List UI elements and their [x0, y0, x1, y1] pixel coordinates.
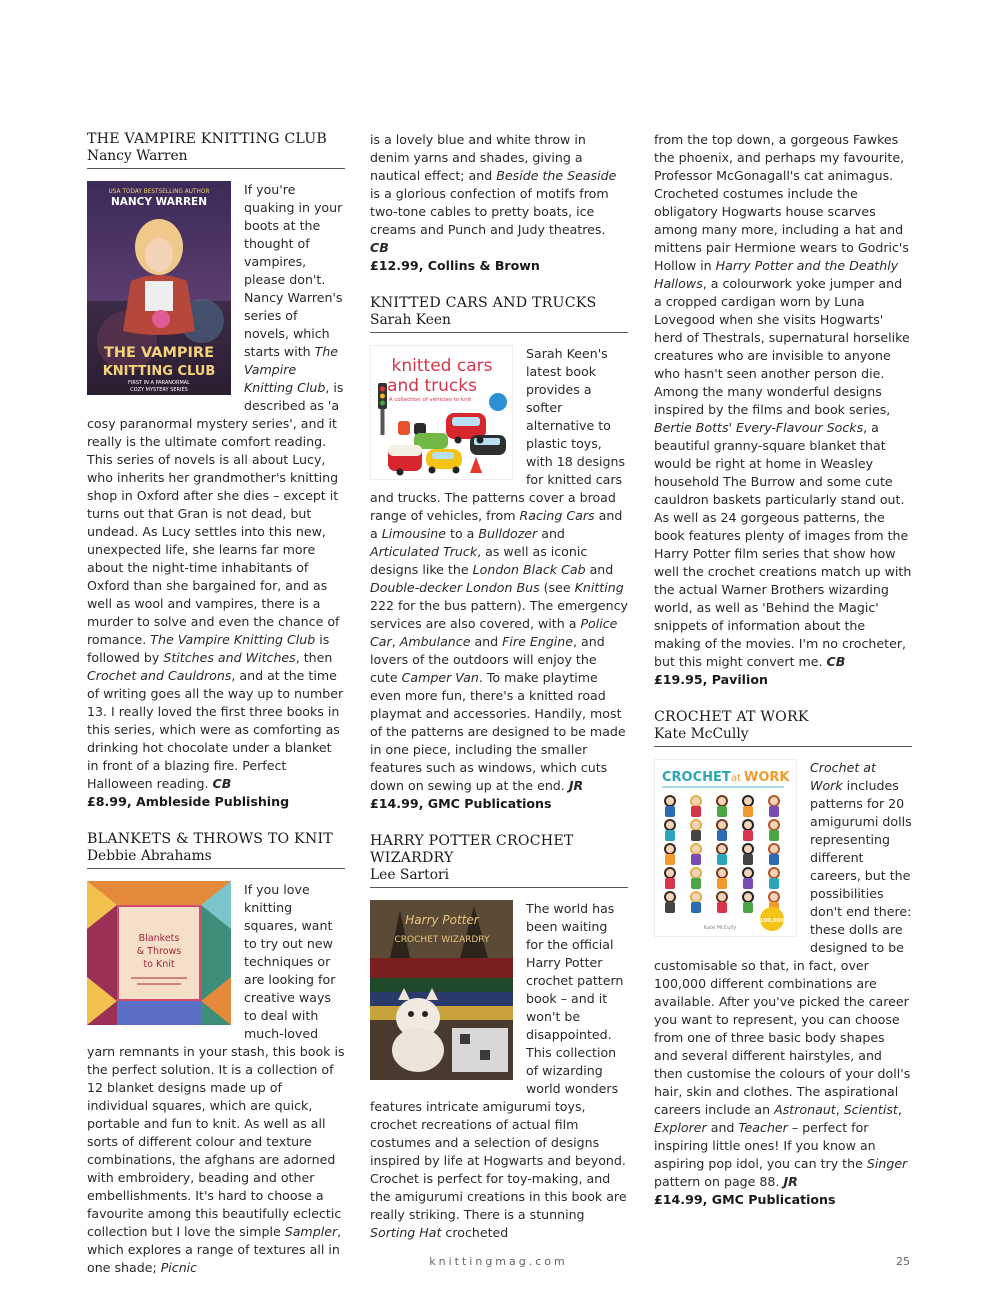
review-body-blankets-throws: If you love knitting squares, want to try out new techniques or are looking for creative ways to deal with much-loved yarn remnants in your stash, this book is the perfect solution. It is a collection of 12 blanket designs made up of individual squares, which are quick, portable and fun to knit. As well as all sorts of different colour and texture combinations, the afghans are adorned with embroidery, beading and other embellishments. It's hard to choose a favourite among this beautifully eclectic collection but I love the simple Sampler, which explores a range of textures all in one shade; Picnic — [87, 882, 345, 1275]
cover-credit: Kate McCully — [703, 925, 737, 931]
cover-title-at: at — [731, 773, 742, 784]
reviewer-initials: JR — [568, 778, 584, 793]
review-body-harry-potter-crochet-continued: from the top down, a gorgeous Fawkes the phoenix, and perhaps my favourite, Professor McGonagall's cat animagus. Crocheted costumes include the obligatory Hogwarts house scarves among many more, including a hat and mittens pair Hermione wears to Godric's Hollow in Harry Potter and the Deathly Hallows, a colourwork yoke jumper and a cropped cardigan worn by Luna Lovegood when she visits Hogwarts' herd of Thestrals, supernatural horselike creatures who are invisible to anyone who hasn't seen another person die. Among the many wonderful designs inspired by the films and book series, Bertie Botts' Every-Flavour Socks, a beautiful granny-square blanket that would be right at home in Weasley household The Burrow and some cute cauldron baskets particularly stand out. As well as 24 gorgeous patterns, the book features plenty of images from the Harry Potter film series that show how well the crochet creations match up with the actual Warner Brothers wizarding world, as well as 'Behind the Magic' snippets of information about the making of the movies. I'm no crocheter, but this might convert me. CB — [654, 132, 912, 669]
review-author: Nancy Warren — [87, 148, 188, 164]
reviewer-initials: CB — [370, 240, 389, 255]
book-cover-crochet-at-work — [654, 759, 797, 942]
review-header-knitted-cars — [370, 295, 628, 333]
book-cover-vampire-knitting-club — [87, 181, 231, 400]
review-body-crochet-at-work: Crochet at Work includes patterns for 20 amigurumi dolls representing different careers, but the possibilities don't end there: these dolls are designed to be customisable so that, in fact, over 100,000 different combinations are available. After you've picked the career you want to represent, you can choose from one of three basic body shapes and several different hairstyles, and then customise the colours of your doll's hair, skin and clothes. The aspirational careers include an Astronaut, Scientist, Explorer and Teacher – perfect for inspiring little ones! If you know an aspiring pop idol, you can try the Singer pattern on page 88. JR — [654, 760, 912, 1189]
review-price: £12.99, Collins & Brown — [370, 258, 540, 273]
review-author: Lee Sartori — [370, 867, 450, 883]
cover-subtitle: A collection of vehicles to knit — [388, 397, 472, 403]
review-body-blankets-throws-continued: is a lovely blue and white throw in denim yarns and shades, giving a nautical effect; and Beside the Seaside is a glorious confection of motifs from two-tone cables to pretty boats, ice creams and Punch and Judy theatres. CB — [370, 132, 617, 255]
review-author: Kate McCully — [654, 726, 749, 742]
cover-title-line-1: THE VAMPIRE — [104, 345, 214, 361]
cover-title-line-2: and trucks — [387, 376, 477, 396]
cover-title-work: WORK — [744, 770, 790, 785]
cover-title-line-2: & Throws — [136, 946, 182, 957]
review-header-vampire-knitting-club — [87, 131, 345, 169]
column-1 — [87, 131, 345, 1277]
review-price: £14.99, GMC Publications — [370, 796, 552, 811]
review-title: HARRY POTTER CROCHET WIZARDRY — [370, 833, 574, 866]
cover-title-line-1: Blankets — [138, 933, 180, 944]
book-cover-harry-potter-crochet — [370, 900, 513, 1085]
column-2 — [370, 131, 628, 1242]
review-author: Sarah Keen — [370, 312, 451, 328]
cover-title-line-2: KNITTING CLUB — [102, 364, 216, 379]
cover-title-crochet: CROCHET — [662, 770, 731, 785]
cover-tagline: USA TODAY BESTSELLING AUTHOR — [108, 189, 210, 195]
cover-author: NANCY WARREN — [110, 196, 208, 208]
reviewer-initials: JR — [783, 1174, 798, 1189]
review-header-harry-potter-crochet — [370, 833, 628, 888]
page-number: 25 — [896, 1255, 910, 1268]
review-price: £19.95, Pavilion — [654, 672, 768, 687]
review-body-harry-potter-crochet: The world has been waiting for the official Harry Potter crochet pattern book – and it won't be disappointed. This collection of wizarding world wonders features intricate amigurumi toys, crochet recreations of actual film costumes and a selection of designs inspired by life at Hogwarts and beyond. Crochet is perfect for toy-making, and the amigurumi creations in this book are really striking. There is a stunning Sorting Hat crocheted — [370, 901, 627, 1240]
footer-website: knittingmag.com — [429, 1255, 568, 1268]
review-header-crochet-at-work — [654, 709, 912, 747]
cover-badge: 100,000 — [759, 918, 785, 924]
review-body-vampire-knitting-club: If you're quaking in your boots at the thought of vampires, please don't. Nancy Warren's series of novels, which starts with The Vampire Knitting Club, is described as 'a cosy paranormal mystery series', and it really is the ultimate comfort reading. This series of novels is all about Lucy, who inherits her grandmother's knitting shop in Oxford after she dies – except it turns out that Gran is not dead, but undead. As Lucy settles into this new, unexpected life, she learns far more about the night-time inhabitants of Oxford than she bargained for, and as well as wool and vampires, there is a murder to solve and even the chance of romance. The Vampire Knitting Club is followed by Stitches and Witches, then Crochet and Cauldrons, and at the time of writing goes all the way up to number 13. I really loved the first three books in this series, which were as comforting as drinking hot chocolate under a blanket in front of a blazing fire. Perfect Halloween reading. CB — [87, 182, 344, 791]
review-header-blankets-throws — [87, 831, 345, 869]
review-title: THE VAMPIRE KNITTING CLUB — [87, 131, 328, 147]
review-title: CROCHET AT WORK — [654, 709, 809, 725]
column-3 — [654, 131, 912, 1209]
cover-subtitle-line-2: COZY MYSTERY SERIES — [130, 387, 188, 393]
review-body-knitted-cars: Sarah Keen's latest book provides a softer alternative to plastic toys, with 18 designs for knitted cars and trucks. The patterns cover a broad range of vehicles, from Racing Cars and a Limousine to a Bulldozer and Articulated Truck, as well as iconic designs like the London Black Cab and Double-decker London Bus (see Knitting 222 for the bus pattern). The emergency services are also covered, with a Police Car, Ambulance and Fire Engine, and lovers of the outdoors will enjoy the cute Camper Van. To make playtime even more fun, there's a knitted road playmat and accessories. Handily, most of the patterns are designed to be made in one piece, including the smaller features such as windows, which cuts down on sewing up at the end. JR — [370, 346, 629, 793]
book-cover-knitted-cars — [370, 345, 513, 485]
reviewer-initials: CB — [212, 776, 232, 791]
book-cover-blankets-throws — [87, 881, 231, 1030]
review-title: KNITTED CARS AND TRUCKS — [370, 295, 597, 311]
review-price: £14.99, GMC Publications — [654, 1192, 836, 1207]
review-price: £8.99, Ambleside Publishing — [87, 794, 290, 809]
review-author: Debbie Abrahams — [87, 848, 212, 864]
cover-title-line-1: knitted cars — [391, 356, 493, 376]
cover-title-line-3: to Knit — [143, 959, 175, 970]
cover-title-line-2: CROCHET WIZARDRY — [394, 935, 490, 945]
reviewer-initials: CB — [826, 654, 846, 669]
cover-subtitle-line-1: FIRST IN A PARANORMAL — [128, 380, 190, 386]
review-title: BLANKETS & THROWS TO KNIT — [87, 831, 333, 847]
cover-title-line-1: Harry Potter — [405, 913, 479, 927]
